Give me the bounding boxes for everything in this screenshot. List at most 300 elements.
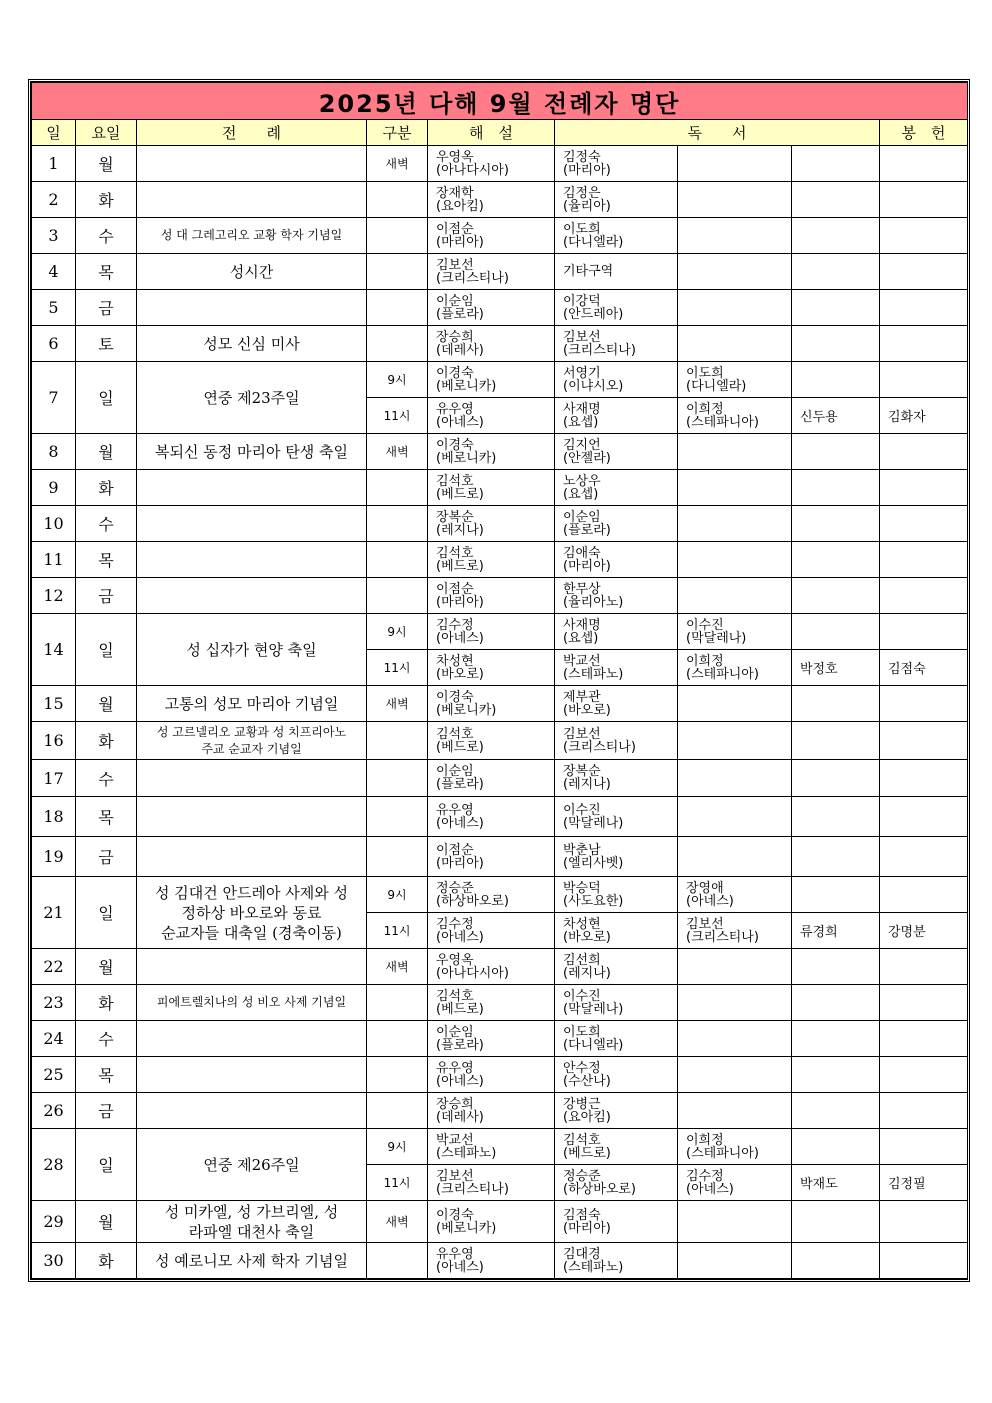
commentator-cell-line: 장승희 [436,329,474,345]
commentator-cell-line: 차성현 [436,653,474,669]
reader2-cell [678,722,792,760]
reader1-cell-line: (레지나) [563,965,611,981]
liturgy-cell [137,837,367,877]
roster-body [32,146,968,1279]
commentator-cell-line: 이경숙 [436,689,474,705]
reader1-cell-line: 김애숙 [563,545,601,561]
table-row [32,1201,968,1243]
commentator-cell [428,614,555,650]
commentator-cell-line: 이순임 [436,293,474,309]
liturgy-cell: 성 고르넬리오 교황과 성 치프리아노 주교 순교자 기념일 [137,722,367,760]
slot-cell: 9시 [367,614,428,650]
liturgy-cell [137,1021,367,1057]
commentator-cell-line: (베드로) [436,739,484,755]
reader1-cell [555,722,678,760]
reader1-cell-line: 이수진 [563,802,601,818]
reader1-cell-line: 김지언 [563,437,601,453]
reader1-cell [555,398,678,434]
day-cell: 10 [32,506,76,542]
commentator-cell-line: (크리스티나) [436,1181,509,1197]
reader1-cell [555,1129,678,1165]
slot-cell [367,218,428,254]
reader1-cell [555,470,678,506]
roster-sheet [28,79,970,1282]
reader1-cell-line: (크리스티나) [563,739,636,755]
reader2-cell [678,837,792,877]
offering2-cell [880,290,968,326]
offering2-cell [880,837,968,877]
header-liturgy: 전 례 [137,120,367,146]
reader2-cell-line: 이희정 [686,401,724,417]
offering2-cell: 김점숙 [880,650,968,686]
offering2-cell [880,326,968,362]
commentator-cell [428,913,555,949]
commentator-cell [428,877,555,913]
commentator-cell [428,146,555,182]
offering2-cell [880,470,968,506]
weekday-cell: 수 [76,506,137,542]
offering1-cell [792,362,880,398]
reader1-cell-line: 사재명 [563,401,601,417]
weekday-cell: 목 [76,542,137,578]
commentator-cell-line: (스테파노) [436,1145,497,1161]
day-cell: 5 [32,290,76,326]
reader2-cell-line: (아네스) [686,1181,734,1197]
reader2-cell [678,1201,792,1243]
liturgy-cell: 성 십자가 현양 축일 [137,614,367,686]
offering1-cell [792,722,880,760]
liturgy-cell: 복되신 동정 마리아 탄생 축일 [137,434,367,470]
header-row [32,120,968,146]
reader2-cell-line: 김보선 [686,916,724,932]
reader2-cell [678,1021,792,1057]
offering2-cell [880,182,968,218]
commentator-cell-line: (아나다시아) [436,162,509,178]
offering2-cell [880,722,968,760]
commentator-cell-line: 김석호 [436,545,474,561]
weekday-cell: 금 [76,1093,137,1129]
reader1-cell-line: 김선희 [563,952,601,968]
commentator-cell-line: (하상바오로) [436,893,509,909]
commentator-cell [428,398,555,434]
slot-cell [367,985,428,1021]
weekday-cell: 일 [76,614,137,686]
reader2-cell [678,326,792,362]
day-cell: 30 [32,1243,76,1279]
reader1-cell-line: (막달레나) [563,815,624,831]
reader1-cell-line: (율리아노) [563,594,624,610]
weekday-cell: 화 [76,985,137,1021]
reader1-cell-line: (요셉) [563,414,599,430]
offering1-cell [792,578,880,614]
reader1-cell-line: (크리스티나) [563,342,636,358]
reader1-cell [555,760,678,797]
offering1-cell [792,837,880,877]
reader2-cell [678,146,792,182]
day-cell: 3 [32,218,76,254]
offering1-cell [792,1093,880,1129]
reader1-cell-line: 정승준 [563,1168,601,1184]
reader1-cell-line: 노상우 [563,473,601,489]
commentator-cell-line: (아네스) [436,929,484,945]
offering2-cell [880,1201,968,1243]
reader2-cell-line: 이희정 [686,653,724,669]
reader1-cell-line: 김정숙 [563,149,601,165]
reader1-cell-line: 차성현 [563,916,601,932]
reader1-cell-line: 이도희 [563,1024,601,1040]
day-cell: 24 [32,1021,76,1057]
page-title: 2025년 다해 9월 전례자 명단 [32,83,968,120]
commentator-cell-line: 유우영 [436,1060,474,1076]
commentator-cell [428,290,555,326]
reader1-cell-line: (베드로) [563,1145,611,1161]
weekday-cell: 목 [76,797,137,837]
weekday-cell: 화 [76,722,137,760]
weekday-cell: 일 [76,362,137,434]
commentator-cell [428,470,555,506]
reader2-cell [678,985,792,1021]
slot-cell [367,470,428,506]
weekday-cell: 목 [76,254,137,290]
offering1-cell [792,797,880,837]
offering1-cell: 신두용 [792,398,880,434]
liturgy-cell [137,146,367,182]
liturgy-cell [137,797,367,837]
offering1-cell [792,1129,880,1165]
commentator-cell-line: (아네스) [436,414,484,430]
slot-cell [367,760,428,797]
reader1-cell-line: (엘리사벳) [563,855,624,871]
reader1-cell-line: (마리아) [563,558,611,574]
commentator-cell [428,686,555,722]
commentator-cell [428,1201,555,1243]
weekday-cell: 금 [76,837,137,877]
offering2-cell: 김화자 [880,398,968,434]
reader1-cell-line: 박춘남 [563,842,601,858]
reader1-cell-line: (수산나) [563,1073,611,1089]
reader1-cell-line: 김석호 [563,1132,601,1148]
commentator-cell-line: (베로니카) [436,702,497,718]
commentator-cell-line: (아네스) [436,1259,484,1275]
reader1-cell-line: 김점숙 [563,1207,601,1223]
reader2-cell-line: (스테파니아) [686,414,759,430]
table-row [32,218,968,254]
commentator-cell-line: (베드로) [436,486,484,502]
commentator-cell-line: 김보선 [436,257,474,273]
commentator-cell-line: (아네스) [436,1073,484,1089]
commentator-cell [428,1093,555,1129]
weekday-cell: 월 [76,949,137,985]
commentator-cell-line: 장재학 [436,185,474,201]
commentator-cell [428,1165,555,1201]
reader1-cell-line: 김대경 [563,1246,601,1262]
liturgy-cell: 연중 제26주일 [137,1129,367,1201]
reader1-cell [555,949,678,985]
commentator-cell [428,797,555,837]
table-row [32,542,968,578]
reader1-cell [555,1093,678,1129]
liturgy-cell [137,470,367,506]
day-cell: 9 [32,470,76,506]
commentator-cell [428,1021,555,1057]
reader1-cell [555,326,678,362]
liturgy-cell [137,290,367,326]
day-cell: 1 [32,146,76,182]
commentator-cell-line: (베드로) [436,558,484,574]
commentator-cell-line: (베로니카) [436,378,497,394]
slot-cell [367,1021,428,1057]
weekday-cell: 월 [76,1201,137,1243]
reader1-cell-line: (요셉) [563,630,599,646]
offering2-cell: 김정필 [880,1165,968,1201]
reader1-cell [555,686,678,722]
reader2-cell [678,506,792,542]
commentator-cell-line: (베로니카) [436,450,497,466]
day-cell: 29 [32,1201,76,1243]
reader2-cell-line: (다니엘라) [686,378,747,394]
slot-cell: 새벽 [367,949,428,985]
commentator-cell-line: (바오로) [436,666,484,682]
weekday-cell: 목 [76,1057,137,1093]
liturgy-cell: 성 미카엘, 성 가브리엘, 성 라파엘 대천사 축일 [137,1201,367,1243]
weekday-cell: 수 [76,218,137,254]
slot-cell: 9시 [367,1129,428,1165]
commentator-cell-line: 이순임 [436,764,474,779]
table-row [32,1021,968,1057]
offering2-cell [880,949,968,985]
reader1-cell-line: (마리아) [563,162,611,178]
commentator-cell-line: 김수정 [436,916,474,932]
slot-cell [367,506,428,542]
reader2-cell [678,218,792,254]
slot-cell [367,1057,428,1093]
reader1-cell-line: (안드레아) [563,306,624,322]
commentator-cell-line: (플로라) [436,306,484,322]
reader1-cell-line: 사재명 [563,617,601,633]
reader1-cell [555,506,678,542]
commentator-cell [428,1243,555,1279]
offering2-cell [880,760,968,797]
commentator-cell-line: 김수정 [436,617,474,633]
reader1-cell-line: (플로라) [563,522,611,538]
table-row [32,506,968,542]
day-cell: 26 [32,1093,76,1129]
reader1-cell-line: (마리아) [563,1220,611,1236]
commentator-cell [428,218,555,254]
reader1-cell [555,290,678,326]
reader1-cell [555,913,678,949]
offering1-cell [792,146,880,182]
liturgy-cell [137,542,367,578]
table-row [32,254,968,290]
commentator-cell-line: (플로라) [436,777,484,792]
day-cell: 17 [32,760,76,797]
reader1-cell [555,1243,678,1279]
offering1-cell [792,760,880,797]
day-cell: 25 [32,1057,76,1093]
reader2-cell [678,542,792,578]
offering2-cell [880,797,968,837]
commentator-cell [428,506,555,542]
reader1-cell-line: 이순임 [563,509,601,525]
offering1-cell: 박정호 [792,650,880,686]
reader2-cell-line: 이희정 [686,1132,724,1148]
weekday-cell: 수 [76,1021,137,1057]
reader1-cell [555,218,678,254]
day-cell: 18 [32,797,76,837]
table-row [32,434,968,470]
offering1-cell [792,877,880,913]
commentator-cell-line: (데레사) [436,342,484,358]
offering2-cell [880,614,968,650]
commentator-cell-line: 유우영 [436,1246,474,1262]
day-cell: 8 [32,434,76,470]
reader1-cell-line: (이냐시오) [563,378,624,394]
reader2-cell-line: (스테파니아) [686,1145,759,1161]
commentator-cell-line: (아네스) [436,630,484,646]
day-cell: 23 [32,985,76,1021]
weekday-cell: 화 [76,182,137,218]
slot-cell: 새벽 [367,434,428,470]
commentator-cell-line: 김보선 [436,1168,474,1184]
liturgy-cell [137,949,367,985]
slot-cell: 11시 [367,650,428,686]
header-slot: 구분 [367,120,428,146]
day-cell: 7 [32,362,76,434]
reader2-cell [678,1057,792,1093]
reader2-cell [678,877,792,913]
day-cell: 11 [32,542,76,578]
day-cell: 28 [32,1129,76,1201]
weekday-cell: 화 [76,1243,137,1279]
offering1-cell [792,1243,880,1279]
reader1-cell-line: 한무상 [563,581,601,597]
offering1-cell [792,254,880,290]
offering1-cell [792,506,880,542]
reader1-cell-line: (바오로) [563,702,611,718]
day-cell: 2 [32,182,76,218]
offering1-cell [792,218,880,254]
reader1-cell-line: 김보선 [563,329,601,345]
liturgy-cell: 성 예로니모 사제 학자 기념일 [137,1243,367,1279]
weekday-cell: 금 [76,290,137,326]
commentator-cell [428,326,555,362]
commentator-cell-line: (레지나) [436,522,484,538]
reader1-cell-line: 김정은 [563,185,601,201]
liturgy-cell [137,1093,367,1129]
header-offering: 봉 헌 [880,120,968,146]
reader1-cell-line: (율리아) [563,198,611,214]
header-commentary: 해 설 [428,120,555,146]
reader1-cell-line: (요아킴) [563,1109,611,1125]
liturgy-cell: 성 김대건 안드레아 사제와 성 정하상 바오로와 동료 순교자들 대축일 (경축이동) [137,877,367,949]
reader2-cell [678,254,792,290]
reader1-cell-line: (바오로) [563,929,611,945]
reader2-cell [678,949,792,985]
table-row [32,182,968,218]
reader2-cell [678,398,792,434]
offering2-cell [880,218,968,254]
slot-cell [367,1243,428,1279]
commentator-cell-line: (아네스) [436,815,484,831]
table-row [32,1129,968,1165]
commentator-cell-line: (마리아) [436,594,484,610]
reader1-cell-line: (요셉) [563,486,599,502]
offering1-cell [792,326,880,362]
commentator-cell [428,985,555,1021]
commentator-cell [428,362,555,398]
liturgy-cell: 성 대 그레고리오 교황 학자 기념일 [137,218,367,254]
reader1-cell-line: 박교선 [563,653,601,669]
reader1-cell-line: 기타구역 [563,264,614,279]
weekday-cell: 수 [76,760,137,797]
commentator-cell-line: 유우영 [436,802,474,818]
reader1-cell-line: 서영기 [563,365,601,381]
reader1-cell-line: (스테파노) [563,666,624,682]
reader2-cell [678,1165,792,1201]
commentator-cell-line: 이점순 [436,221,474,237]
commentator-cell [428,254,555,290]
slot-cell [367,1093,428,1129]
reader2-cell-line: (막달레나) [686,630,747,646]
liturgy-cell: 성모 신심 미사 [137,326,367,362]
commentator-cell-line: (아나다시아) [436,965,509,981]
reader1-cell [555,362,678,398]
day-cell: 4 [32,254,76,290]
reader2-cell [678,614,792,650]
commentator-cell-line: (베로니카) [436,1220,497,1236]
reader2-cell [678,650,792,686]
slot-cell: 9시 [367,877,428,913]
commentator-cell-line: 김석호 [436,726,474,742]
reader2-cell [678,434,792,470]
commentator-cell-line: 우영옥 [436,952,474,968]
offering2-cell [880,1057,968,1093]
reader2-cell [678,290,792,326]
table-row [32,1057,968,1093]
commentator-cell-line: 이순임 [436,1024,474,1040]
commentator-cell-line: (마리아) [436,855,484,871]
commentator-cell-line: 이경숙 [436,1207,474,1223]
slot-cell [367,326,428,362]
commentator-cell [428,578,555,614]
liturgy-cell [137,578,367,614]
offering2-cell [880,1093,968,1129]
weekday-cell: 월 [76,434,137,470]
reader1-cell-line: 장복순 [563,764,601,779]
table-row [32,760,968,797]
reader2-cell-line: (스테파니아) [686,666,759,682]
liturgy-cell: 성시간 [137,254,367,290]
offering2-cell [880,542,968,578]
day-cell: 12 [32,578,76,614]
offering1-cell: 류경희 [792,913,880,949]
reader1-cell-line: 강병근 [563,1096,601,1112]
offering1-cell [792,542,880,578]
commentator-cell [428,760,555,797]
reader2-cell [678,578,792,614]
day-cell: 21 [32,877,76,949]
commentator-cell-line: (요아킴) [436,198,484,214]
reader1-cell [555,1201,678,1243]
reader1-cell [555,542,678,578]
offering2-cell [880,254,968,290]
liturgy-cell [137,1057,367,1093]
weekday-cell: 금 [76,578,137,614]
table-row [32,470,968,506]
reader2-cell [678,913,792,949]
offering2-cell: 강명분 [880,913,968,949]
